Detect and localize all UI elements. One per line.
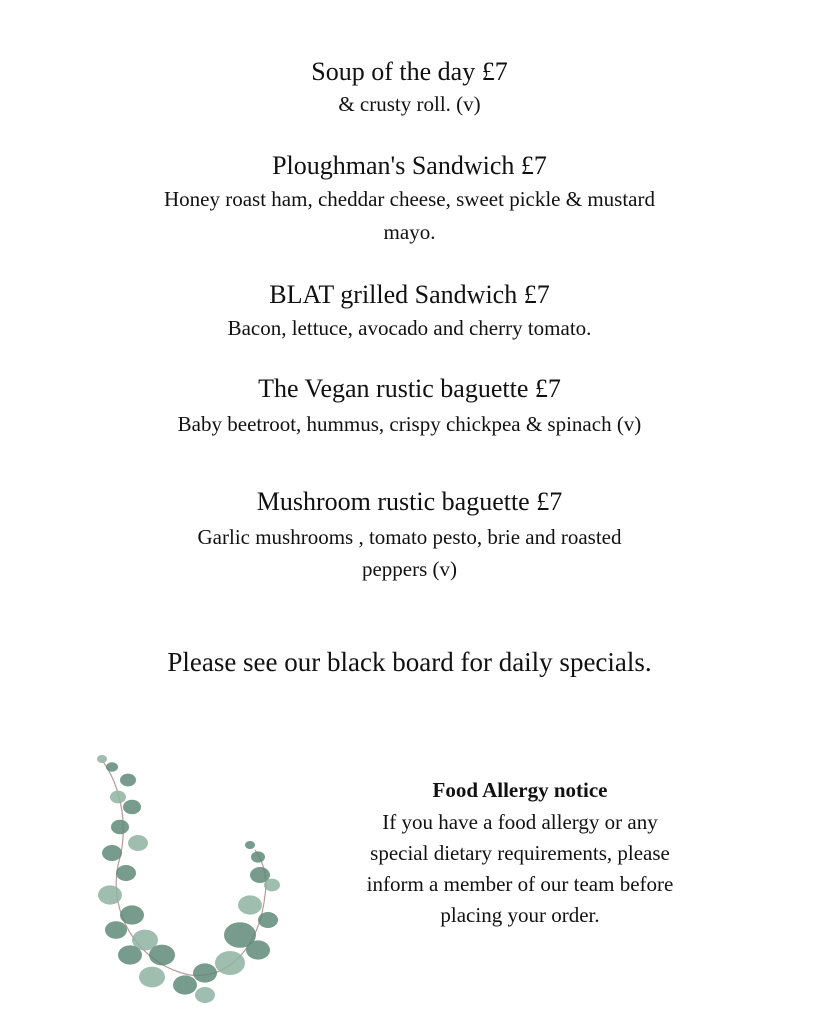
allergy-line: inform a member of our team before xyxy=(366,872,674,896)
allergy-line: special dietary requirements, please xyxy=(370,841,670,865)
leaf xyxy=(128,835,148,851)
leaf xyxy=(120,774,136,787)
allergy-heading: Food Allergy notice xyxy=(432,778,608,802)
leaf xyxy=(245,841,255,849)
leaf xyxy=(106,762,118,772)
leaf xyxy=(120,905,144,924)
leaf xyxy=(215,951,245,975)
leaf xyxy=(264,879,280,892)
menu-item-title: Ploughman's Sandwich £7 xyxy=(272,151,547,180)
leaf xyxy=(193,963,217,982)
menu-item-title: Soup of the day £7 xyxy=(311,57,508,86)
leaf xyxy=(111,820,129,834)
menu-item-description: Garlic mushrooms , tomato pesto, brie and roasted xyxy=(197,525,622,549)
leaf xyxy=(118,945,142,964)
menu-item-description: Baby beetroot, hummus, crispy chickpea & spinach (v) xyxy=(177,412,642,436)
leaf xyxy=(251,851,265,862)
leaf xyxy=(105,921,127,939)
leaf xyxy=(149,945,175,966)
leaf xyxy=(246,940,270,959)
specials-note: Please see our black board for daily specials. xyxy=(167,647,652,677)
allergy-line: placing your order. xyxy=(440,903,600,927)
menu-item-description: & crusty roll. (v) xyxy=(338,92,481,116)
leaf xyxy=(110,791,126,804)
menu-item-title: BLAT grilled Sandwich £7 xyxy=(269,280,550,309)
menu-item-title: Mushroom rustic baguette £7 xyxy=(256,487,563,516)
eucalyptus-decoration xyxy=(90,745,300,1005)
leaf xyxy=(102,845,122,861)
leaf xyxy=(195,987,215,1003)
leaf xyxy=(173,975,197,994)
menu-item-description: peppers (v) xyxy=(361,557,458,581)
allergy-line: If you have a food allergy or any xyxy=(382,810,658,834)
menu-item-description: Honey roast ham, cheddar cheese, sweet pickle & mustard xyxy=(164,187,655,211)
leaf xyxy=(139,967,165,988)
leaf xyxy=(98,885,122,904)
leaf xyxy=(123,800,141,814)
leaf xyxy=(116,865,136,881)
leaf xyxy=(238,895,262,914)
menu-item-description: Bacon, lettuce, avocado and cherry tomato. xyxy=(227,316,592,340)
menu-item-title: The Vegan rustic baguette £7 xyxy=(258,374,561,403)
menu-item-description: mayo. xyxy=(383,220,436,244)
leaf xyxy=(97,755,107,763)
leaf xyxy=(258,912,278,928)
